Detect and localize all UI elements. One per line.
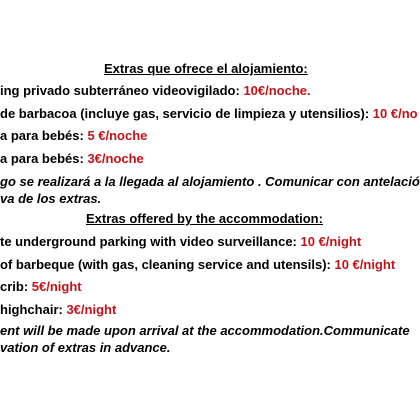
item-price: 10€/noche [243,83,308,98]
item-label: crib: [0,279,32,294]
english-note-line1: ent will be made upon arrival at the accommodation.Communicate [0,323,410,338]
spanish-item-barbecue [0,106,418,122]
item-price: 3€/noche [87,151,144,166]
item-suffix: . [307,83,311,98]
spanish-item-crib [0,128,147,144]
english-item-crib [0,279,82,295]
spanish-item-parking [0,83,311,99]
item-label: te underground parking with video surveillance: [0,234,301,249]
english-note-line2: vation of extras in advance. [0,340,171,355]
spanish-note-line1: go se realizará a la llegada al alojamiento . Comunicar con antelació [0,174,420,189]
spanish-item-highchair [0,151,144,167]
english-item-parking [0,234,361,250]
english-heading: Extras offered by the accommodation: [86,211,323,226]
english-item-barbecue [0,257,395,273]
english-item-highchair [0,302,116,318]
item-price: 5 €/noche [87,128,148,143]
item-label: ing privado subterráneo videovigilado: [0,83,244,98]
item-label: de barbacoa (incluye gas, servicio de limpieza y utensilios): [0,106,373,121]
item-price: 3€/night [66,302,117,317]
item-price: 10 €/night [334,257,396,272]
item-price: 10 €/no [372,106,418,121]
item-label: highchair: [0,302,67,317]
item-label: a para bebés: [0,151,88,166]
item-price: 5€/night [31,279,82,294]
spanish-heading: Extras que ofrece el alojamiento: [104,61,308,76]
item-label: of barbeque (with gas, cleaning service and utensils): [0,257,335,272]
spanish-note-line2: va de los extras. [0,191,102,206]
item-price: 10 €/night [300,234,362,249]
item-label: a para bebés: [0,128,88,143]
